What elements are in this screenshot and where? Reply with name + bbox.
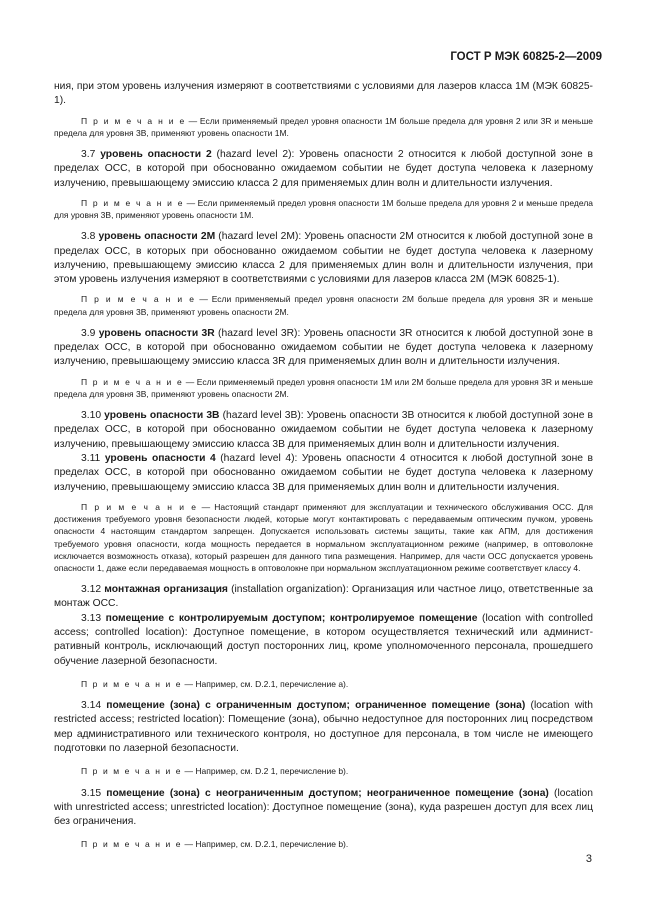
- note-text: — Если применяемый предел уровня опасности 1М или 2М больше предела для уровня 3R и меньше предела для уровня 3B, применяют уровень опасности 2М.: [54, 376, 593, 399]
- body-paragraph: ния, при этом уровень излучения измеряют в соответствиями с условиями для лазеров класса 1М (МЭК 60825-1).: [54, 81, 593, 107]
- note-label: П р и м е ч а н и е: [81, 115, 186, 126]
- page-number: 3: [585, 853, 592, 865]
- term-text: (hazard level 3B): Уровень опасности 3B относится к любой доступной зоне в пределах ОСС, в которой при обоснованно ожидаемом событии не будет доступа человека к лазерному излучению, превышающему эмиссию класса 3B для применяемых длин волн и длительности излучения.: [54, 410, 593, 450]
- document-body: [54, 80, 593, 851]
- term-name: уровень опасности 3R: [98, 327, 215, 339]
- term-definition: [54, 452, 593, 495]
- note-label: П р и м е ч а н и е: [81, 839, 183, 850]
- clause-number: 3.13: [81, 612, 102, 624]
- term-definition: [54, 409, 593, 452]
- term-definition: [54, 148, 593, 191]
- clause-number: 3.15: [81, 787, 102, 799]
- note-paragraph: [54, 197, 593, 221]
- term-text: (hazard level 3R): Уровень опасности 3R относится к любой доступной зоне в пределах ОСС, в которой при обоснованно ожидаемом событии не будет доступа человека к лазерному излучению, превышающему эмиссию класса 3R для применяемых длин волн и длительности излучения.: [54, 327, 593, 368]
- note-paragraph: [54, 376, 593, 400]
- term-definition: [54, 787, 593, 830]
- note-paragraph: [54, 293, 593, 317]
- note-text: — Например, см. D.2 1, перечисление b).: [182, 766, 349, 777]
- term-definition: [54, 230, 593, 287]
- term-name: уровень опасности 2М: [98, 231, 216, 243]
- term-name: уровень опасности 2: [100, 149, 212, 160]
- term-text: (location with unrestricted access; unrestricted location): Доступное помещение (зона), куда разрешен доступ для всех лиц без ограничения.: [54, 787, 593, 828]
- clause-number: 3.12: [81, 584, 102, 596]
- note-paragraph: [54, 115, 593, 139]
- term-definition: [54, 612, 593, 669]
- clause-number: 3.8: [81, 231, 96, 243]
- term-text: (installation organization): Организация или частное лицо, ответственные за монтаж ОСС.: [54, 584, 593, 610]
- term-name: помещение (зона) с неограниченным доступом; неограниченное помещение (зона): [106, 787, 549, 799]
- note-text: — Настоящий стандарт применяют для эксплуатации и технического обслуживания ОСС. Для достижения требуемого уровня безопасности людей, которые могут контактировать с передаваемым оптическим пучком, уровень опасности 4 настоящим стандартом запрещен. Допускается использовать системы защиты, такие как АПМ, для достижения требуемого уровня опасности, когда мощность передается в нормальном эксплуатационном режиме (например, в оптоволокне исключается возможность отказа), который разрешен для данного типа размещения. Например, для части ОСС допускается уровень опасности 1, даже если передаваемая мощность в оптоволокне при нормальном эксплуатационном режиме соответствует классу 4.: [54, 501, 593, 573]
- note-text: — Например, см. D.2.1, перечисление b).: [182, 839, 349, 850]
- term-definition: [54, 583, 593, 612]
- term-text: (location with restricted access; restricted location): Помещение (зона), обычно недоступное для посторонних лиц посредством мер административного или технического контроля, но доступное для персонала, в том числе не имеющего подготовки по лазерной безопасности.: [54, 700, 594, 755]
- note-label: П р и м е ч а н и е: [81, 376, 184, 387]
- term-text: (hazard level 4): Уровень опасности 4 относится к любой доступной зоне в пределах ОСС, в которой при обоснованно ожидаемом событии не будет доступа человека к лазерному излучению, превышающему эмиссию класса 3B для применяемых длин волн и длительности излучения.: [54, 453, 593, 493]
- note-paragraph: [54, 838, 593, 850]
- term-text: (hazard level 2): Уровень опасности 2 относится к любой доступной зоне в пределах ОСС, в которой при обоснованно ожидаемом событии не будет доступа человека к лазерному излучению, превышающему эмиссию класса 2 для применяемых длин волн и длительности излучения.: [54, 149, 593, 189]
- clause-number: 3.11: [81, 453, 101, 465]
- note-label: П р и м е ч а н и е: [81, 766, 183, 777]
- term-name: помещение (зона) с ограниченным доступом; ограниченное помещение (зона): [106, 700, 526, 712]
- term-name: помещение с контролируемым доступом; контролируемое помещение: [105, 612, 478, 624]
- note-label: П р и м е ч а н и е: [81, 678, 183, 689]
- note-paragraph: [54, 501, 593, 574]
- term-name: монтажная организация: [104, 584, 228, 596]
- note-label: П р и м е ч а н и е: [81, 294, 196, 305]
- document-header: ГОСТ Р МЭК 60825-2—2009: [450, 51, 602, 63]
- term-name: уровень опасности 4: [104, 453, 216, 465]
- term-text: (hazard level 2M): Уровень опасности 2М относится к любой доступной зоне в пределах ОСС, в которых при обоснованно ожидаемом событии не будет доступа человека к лазерному излучению, превышающему эмиссию класса 2 для применяемых длин волн и длительности излучения, при этом уровень излучения измеряют в соответствиями с условиями для лазеров класса 2М (МЭК 60825-1).: [54, 231, 593, 286]
- clause-number: 3.14: [81, 700, 102, 712]
- note-label: П р и м е ч а н и е: [81, 501, 198, 512]
- term-text: (location with controlled access; controlled location): Доступное помещение, в котором осуществляется технический или административный контроль, исключающий доступ посторонних лиц, кроме уполномоченного персонала, прошедшего обучение лазерной безопасности.: [54, 612, 593, 667]
- note-text: — Например, см. D.2.1, перечисление а).: [182, 678, 349, 689]
- clause-number: 3.9: [81, 327, 96, 339]
- clause-number: 3.7: [81, 149, 96, 160]
- note-label: П р и м е ч а н и е: [81, 197, 185, 208]
- note-text: — Если применяемый предел уровня опасности 1М больше предела для уровня 2 и меньше предела для уровня 3B, применяют уровень опасности 1М.: [54, 197, 594, 221]
- term-definition: [54, 327, 593, 370]
- term-name: уровень опасности 3B: [104, 410, 220, 422]
- clause-number: 3.10: [81, 410, 102, 422]
- note-paragraph: [54, 678, 593, 690]
- note-text: — Если применяемый предел уровня опасности 1М больше предела для уровня 2 или 3R и меньше предела для уровня 3B, применяют уровень опасности 1М.: [54, 115, 593, 138]
- term-definition: [54, 699, 593, 756]
- note-text: — Если применяемый предел уровня опасности 2М больше предела для уровня 3R и меньше предела для уровня 3B, применяют уровень опасности 2М.: [54, 294, 594, 317]
- note-paragraph: [54, 765, 593, 777]
